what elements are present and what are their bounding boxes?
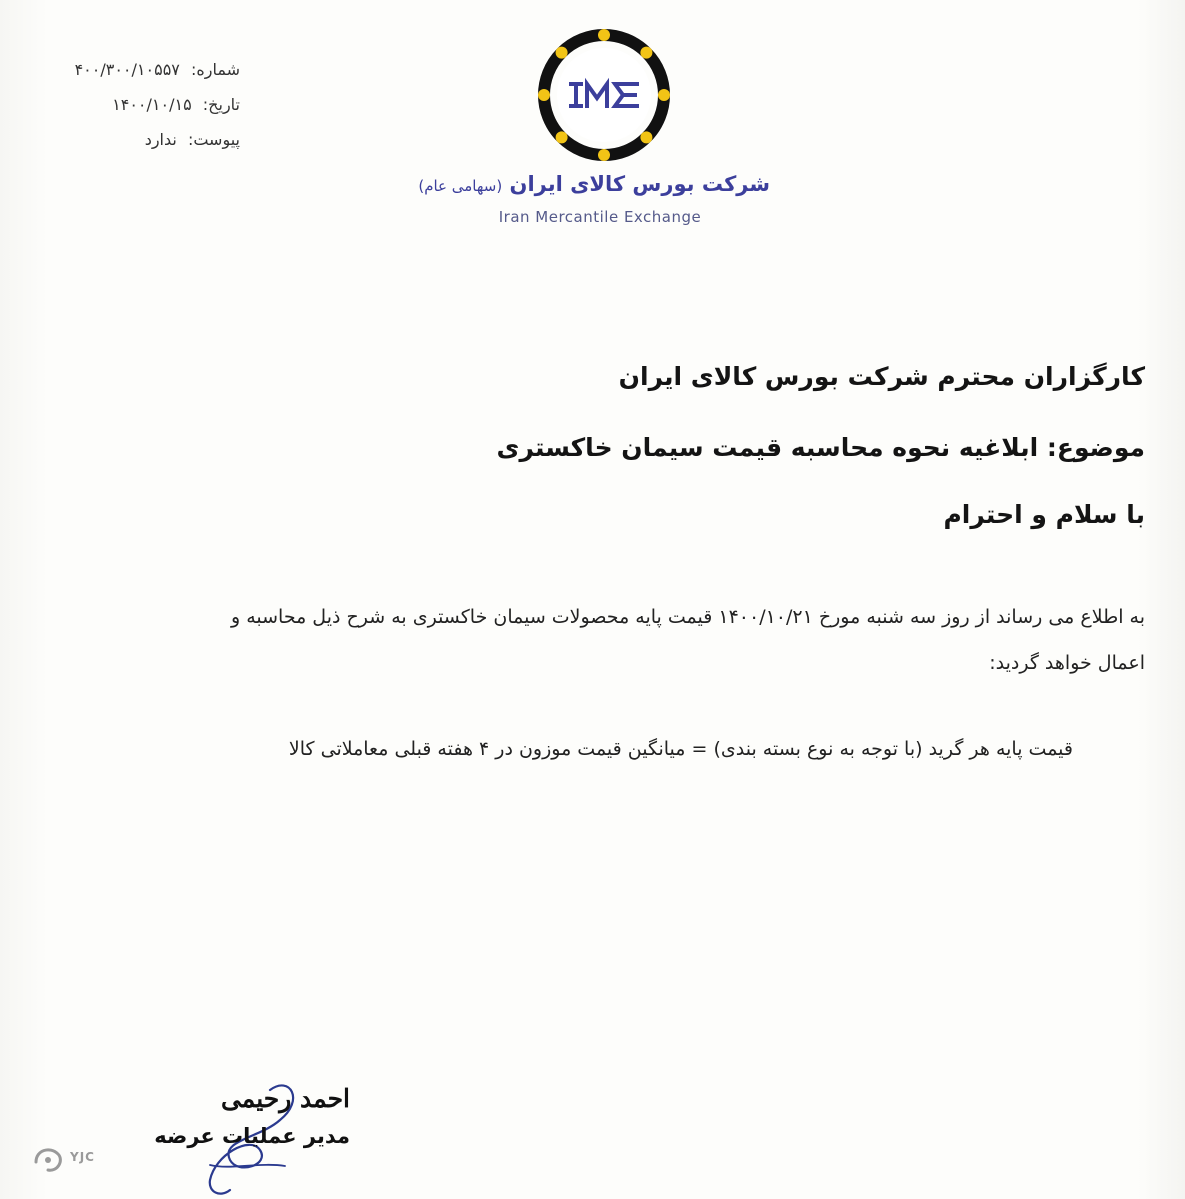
reference-date-label: تاریخ: <box>202 95 240 114</box>
company-name-fa-text: شرکت بورس کالای ایران <box>509 172 770 196</box>
reference-date-row <box>40 87 240 122</box>
letter-addressee: کارگزاران محترم شرکت بورس کالای ایران <box>618 362 1145 391</box>
letter-paragraph-line-2: اعمال خواهد گردید: <box>989 652 1145 674</box>
company-name-en: Iran Mercantile Exchange <box>498 208 702 226</box>
reference-date-value: ۱۴۰۰/۱۰/۱۵ <box>112 95 192 114</box>
letter-paragraph <box>35 594 1145 686</box>
ime-logo-icon <box>537 28 671 162</box>
reference-attachment-value: ندارد <box>144 130 177 149</box>
letter-subject: موضوع: ابلاغیه نحوه محاسبه قیمت سیمان خاکستری <box>496 433 1145 462</box>
letter-greeting: با سلام و احترام <box>943 500 1145 529</box>
reference-number-value: ۴۰۰/۳۰۰/۱۰۵۵۷ <box>74 60 180 79</box>
company-type-fa: (سهامی عام) <box>418 177 503 195</box>
price-formula: قیمت پایه هر گرید (با توجه به نوع بسته بندی) = میانگین قیمت موزون در ۴ هفته قبلی معاملاتی کالا <box>288 738 1073 760</box>
reference-attachment-label: پیوست: <box>187 130 240 149</box>
reference-number-label: شماره: <box>190 60 240 79</box>
reference-block <box>40 52 240 157</box>
signatory-name: احمد رحیمی <box>220 1084 350 1113</box>
reference-number-row <box>40 52 240 87</box>
signatory-title: مدیر عملیات عرضه <box>154 1124 350 1148</box>
letter-paragraph-line-1: به اطلاع می رساند از روز سه شنبه مورخ ۱۴۰۰/۱۰/۲۱ قیمت پایه محصولات سیمان خاکستری به شرح ذیل محاسبه و <box>230 606 1145 628</box>
watermark-text: YJC <box>70 1150 95 1164</box>
company-name-fa <box>418 172 770 196</box>
yjc-watermark-icon <box>28 1140 108 1180</box>
reference-attachment-row <box>40 122 240 157</box>
signature-block <box>120 1070 360 1199</box>
